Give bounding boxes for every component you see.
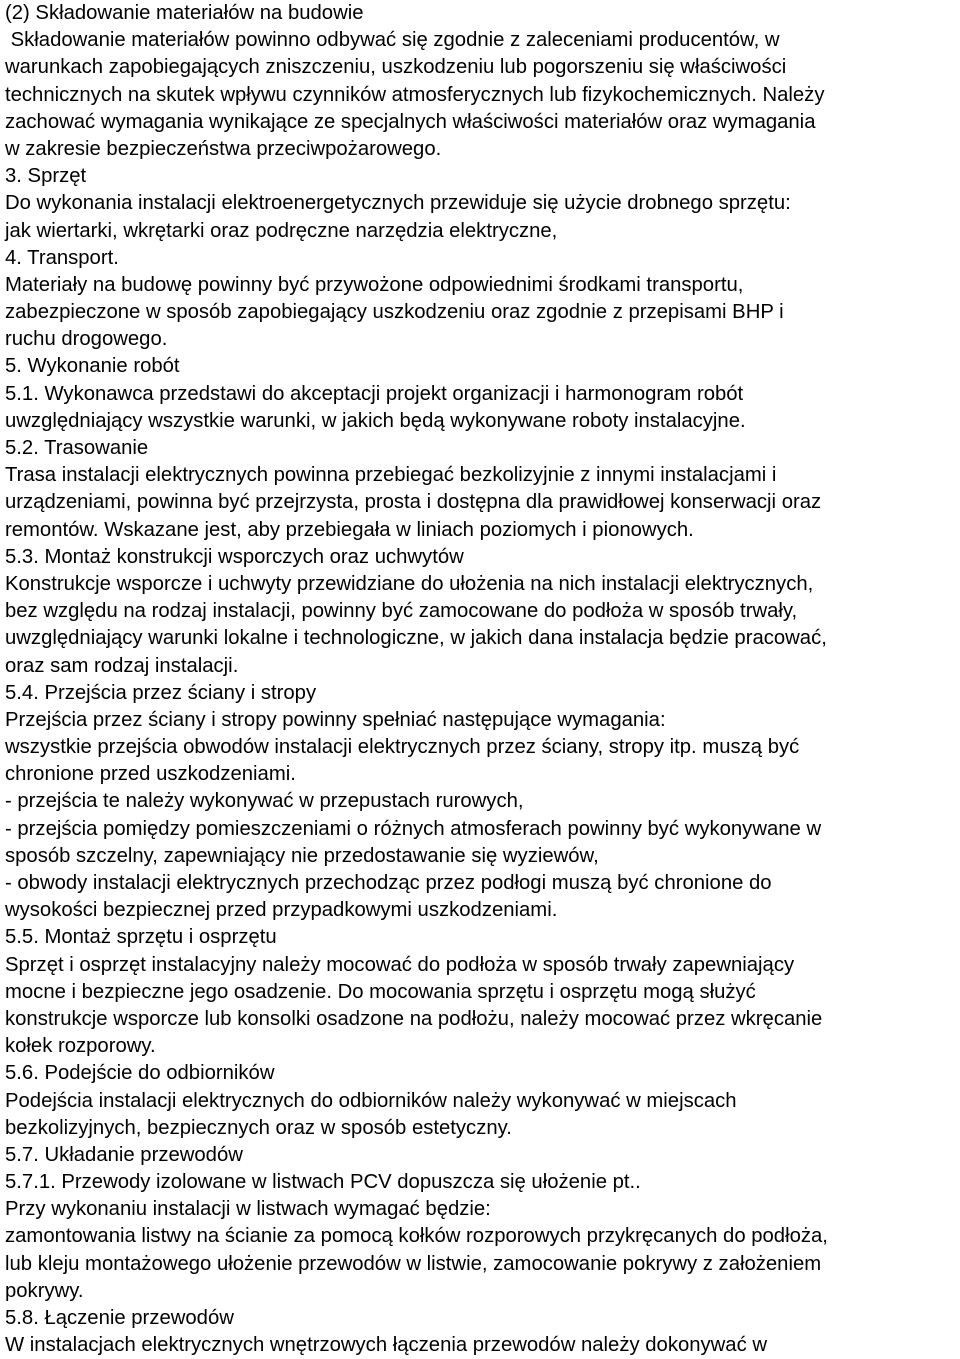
heading-pvc-conduits: 5.7.1. Przewody izolowane w listwach PCV dopuszcza się ułożenie pt.. xyxy=(5,1171,641,1194)
list-item: - przejścia te należy wykonywać w przepustach rurowych, xyxy=(5,790,524,813)
text-line: Do wykonania instalacji elektroenergetycznych przewiduje się użycie drobnego sprzętu: xyxy=(5,192,791,215)
text-line: wysokości bezpiecznej przed przypadkowymi uszkodzeniami. xyxy=(5,899,558,922)
text-line: bezkolizyjnych, bezpiecznych oraz w sposób estetyczny. xyxy=(5,1116,512,1139)
text-line: urządzeniami, powinna być przejrzysta, prosta i dostępna dla prawidłowej konserwacji oraz xyxy=(5,491,822,514)
text-line: oraz sam rodzaj instalacji. xyxy=(5,654,239,677)
text-line: Sprzęt i osprzęt instalacyjny należy mocować do podłoża w sposób trwały zapewniający xyxy=(5,953,795,976)
heading-tracing: 5.2. Trasowanie xyxy=(5,437,149,459)
heading-cable-joining: 5.8. Łączenie przewodów xyxy=(5,1307,234,1329)
heading-cable-laying: 5.7. Układanie przewodów xyxy=(5,1143,243,1166)
text-line: kołek rozporowy. xyxy=(5,1035,156,1058)
text-line: zachować wymagania wynikające ze specjalnych właściwości materiałów oraz wymagania xyxy=(5,110,816,133)
text-line: Konstrukcje wsporcze i uchwyty przewidziane do ułożenia na nich instalacji elektrycznych, xyxy=(5,572,814,595)
heading-storage: (2) Składowanie materiałów na budowie xyxy=(5,2,364,24)
text-line: Przejścia przez ściany i stropy powinny spełniać następujące wymagania: xyxy=(5,708,666,731)
text-line: sposób szczelny, zapewniający nie przedostawanie się wyziewów, xyxy=(5,844,599,867)
text-line: chronione przed uszkodzeniami. xyxy=(5,763,296,786)
text-line: ruchu drogowego. xyxy=(5,328,168,351)
text-line: jak wiertarki, wkrętarki oraz podręczne narzędzia elektryczne, xyxy=(5,219,558,242)
text-line: warunkach zapobiegających zniszczeniu, uszkodzeniu lub pogorszeniu się właściwości xyxy=(5,56,787,79)
text-line: Podejścia instalacji elektrycznych do odbiorników należy wykonywać w miejscach xyxy=(5,1089,737,1112)
list-item: - obwody instalacji elektrycznych przechodząc przez podłogi muszą być chronione do xyxy=(5,872,772,894)
text-line: technicznych na skutek wpływu czynników atmosferycznych lub fizykochemicznych. Należy xyxy=(5,83,825,106)
text-line: pokrywy. xyxy=(5,1279,84,1302)
text-line: zamontowania listwy na ścianie za pomocą kołków rozporowych przykręcanych do podłoża, xyxy=(5,1225,828,1248)
text-line: uwzględniający wszystkie warunki, w jakich będą wykonywane roboty instalacyjne. xyxy=(5,409,746,432)
text-line: uwzględniający warunki lokalne i technologiczne, w jakich dana instalacja będzie pracować, xyxy=(5,627,827,650)
heading-works: 5. Wykonanie robót xyxy=(5,355,180,378)
text-line: wszystkie przejścia obwodów instalacji elektrycznych przez ściany, stropy itp. muszą być xyxy=(5,736,800,759)
text-line: remontów. Wskazane jest, aby przebiegała w liniach poziomych i pionowych. xyxy=(5,518,694,541)
heading-transport: 4. Transport. xyxy=(5,246,119,269)
text-line: w zakresie bezpieczeństwa przeciwpożarowego. xyxy=(5,137,442,160)
heading-equipment: 3. Sprzęt xyxy=(5,165,87,188)
text-line: Składowanie materiałów powinno odbywać się zgodnie z zaleceniami producentów, w xyxy=(5,29,780,52)
text-line: mocne i bezpieczne jego osadzenie. Do mocowania sprzętu i osprzętu mogą służyć xyxy=(5,980,756,1003)
text-line: Przy wykonaniu instalacji w listwach wymagać będzie: xyxy=(5,1198,491,1221)
heading-equipment-mounting: 5.5. Montaż sprzętu i osprzętu xyxy=(5,926,277,949)
text-line: konstrukcje wsporcze lub konsolki osadzone na podłożu, należy mocować przez wkręcanie xyxy=(5,1007,823,1030)
heading-receivers: 5.6. Podejście do odbiorników xyxy=(5,1062,275,1085)
text-line: Trasa instalacji elektrycznych powinna przebiegać bezkolizyjnie z innymi instalacjami i xyxy=(5,464,777,487)
text-line: zabezpieczone w sposób zapobiegający uszkodzeniu oraz zgodnie z przepisami BHP i xyxy=(5,301,784,324)
text-line: 5.1. Wykonawca przedstawi do akceptacji projekt organizacji i harmonogram robót xyxy=(5,382,744,405)
document-body xyxy=(5,0,960,1359)
text-line: lub kleju montażowego ułożenie przewodów w listwie, zamocowanie pokrywy z założeniem xyxy=(5,1252,822,1275)
text-line: W instalacjach elektrycznych wnętrzowych łączenia przewodów należy dokonywać w xyxy=(5,1334,768,1357)
list-item: - przejścia pomiędzy pomieszczeniami o różnych atmosferach powinny być wykonywane w xyxy=(5,817,822,840)
text-line: Materiały na budowę powinny być przywożone odpowiednimi środkami transportu, xyxy=(5,273,744,296)
heading-wall-passages: 5.4. Przejścia przez ściany i stropy xyxy=(5,681,317,704)
text-line: bez względu na rodzaj instalacji, powinny być zamocowane do podłoża w sposób trwały, xyxy=(5,600,798,623)
heading-support-structures: 5.3. Montaż konstrukcji wsporczych oraz uchwytów xyxy=(5,545,464,568)
